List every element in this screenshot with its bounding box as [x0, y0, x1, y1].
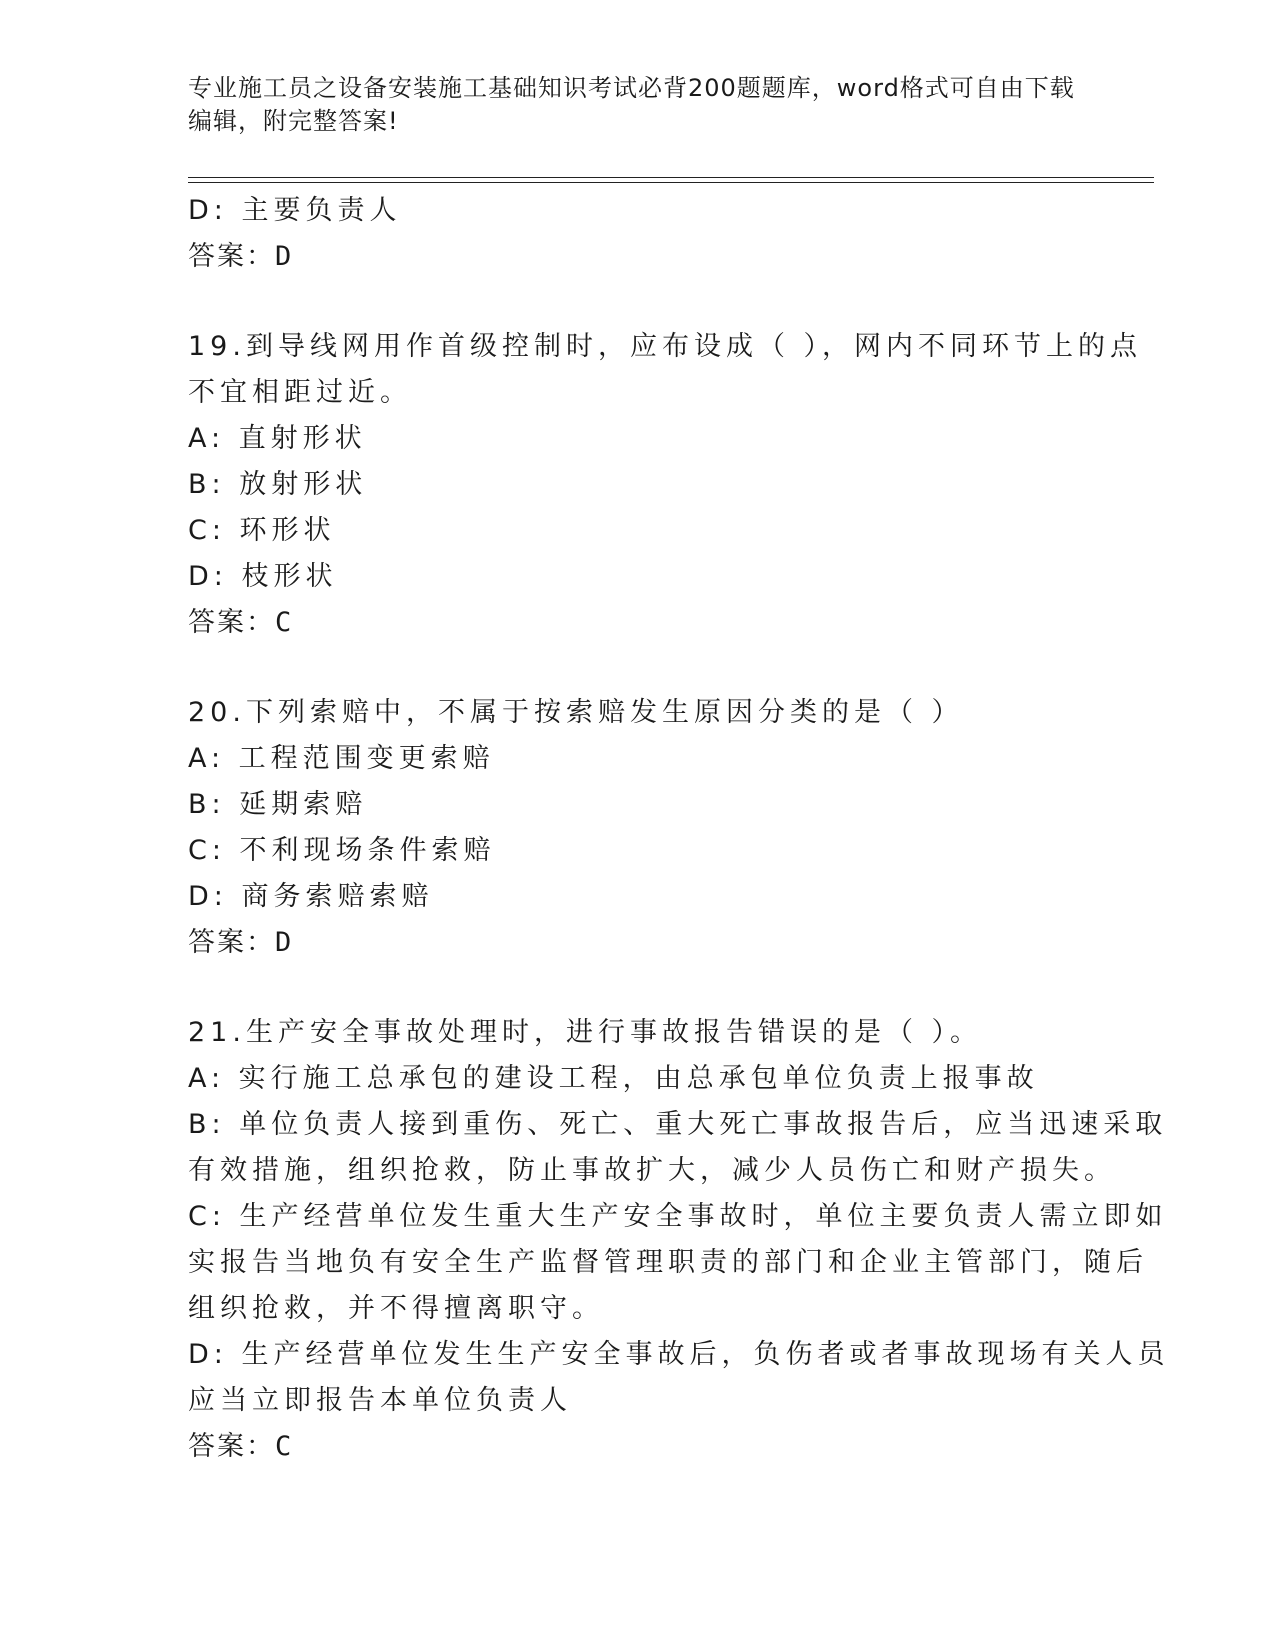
spacer	[188, 646, 1088, 690]
header-divider-top	[188, 177, 1154, 178]
question-19	[188, 324, 1143, 646]
question-20-option-c: C: 不利现场条件索赔	[188, 835, 496, 866]
question-20-option-b: B: 延期索赔	[188, 789, 368, 820]
question-20	[188, 690, 1088, 966]
question-21-option-d-line-2: 应当立即报告本单位负责人	[188, 1385, 572, 1416]
question-19-option-b: B: 放射形状	[188, 469, 368, 500]
header-title-line-1: 专业施工员之设备安装施工基础知识考试必背200题题库，word格式可自由下载	[188, 74, 1075, 102]
page-header	[188, 72, 1078, 138]
question-20-option-d: D: 商务索赔索赔	[188, 881, 434, 912]
header-title-line-2: 编辑，附完整答案!	[188, 107, 399, 135]
question-19-option-a: A: 直射形状	[188, 423, 367, 454]
question-21-option-b-line-2: 有效措施，组织抢救，防止事故扩大，减少人员伤亡和财产损失。	[188, 1155, 1116, 1186]
header-divider-bottom	[188, 182, 1154, 183]
question-20-answer: 答案：D	[188, 927, 294, 958]
question-20-option-a: A: 工程范围变更索赔	[188, 743, 495, 774]
question-21-option-b-line-1: B: 单位负责人接到重伤、死亡、重大死亡事故报告后，应当迅速采取	[188, 1109, 1168, 1140]
spacer	[188, 966, 1088, 1010]
question-20-stem: 20.下列索赔中，不属于按索赔发生原因分类的是（ ）	[188, 697, 964, 728]
prev-question-option-d: D: 主要负责人	[188, 195, 402, 226]
question-content	[188, 188, 1170, 1470]
question-19-stem-line-2: 不宜相距过近。	[188, 377, 412, 408]
question-21-answer: 答案：C	[188, 1431, 294, 1462]
prev-question-answer: 答案：D	[188, 241, 294, 272]
question-19-option-c: C: 环形状	[188, 515, 336, 546]
question-21	[188, 1010, 1170, 1470]
question-21-option-a: A: 实行施工总承包的建设工程，由总承包单位负责上报事故	[188, 1063, 1039, 1094]
question-21-option-c-line-2: 实报告当地负有安全生产监督管理职责的部门和企业主管部门，随后	[188, 1247, 1148, 1278]
question-21-option-c-line-1: C: 生产经营单位发生重大生产安全事故时，单位主要负责人需立即如	[188, 1201, 1168, 1232]
question-19-stem-line-1: 19.到导线网用作首级控制时，应布设成（ ），网内不同环节上的点	[188, 331, 1143, 362]
question-21-option-d-line-1: D: 生产经营单位发生生产安全事故后，负伤者或者事故现场有关人员	[188, 1339, 1170, 1370]
question-19-answer: 答案：C	[188, 607, 294, 638]
question-19-option-d: D: 枝形状	[188, 561, 338, 592]
spacer	[188, 280, 1088, 324]
question-21-option-c-line-3: 组织抢救，并不得擅离职守。	[188, 1293, 604, 1324]
question-21-stem: 21.生产安全事故处理时，进行事故报告错误的是（ ）。	[188, 1017, 983, 1048]
